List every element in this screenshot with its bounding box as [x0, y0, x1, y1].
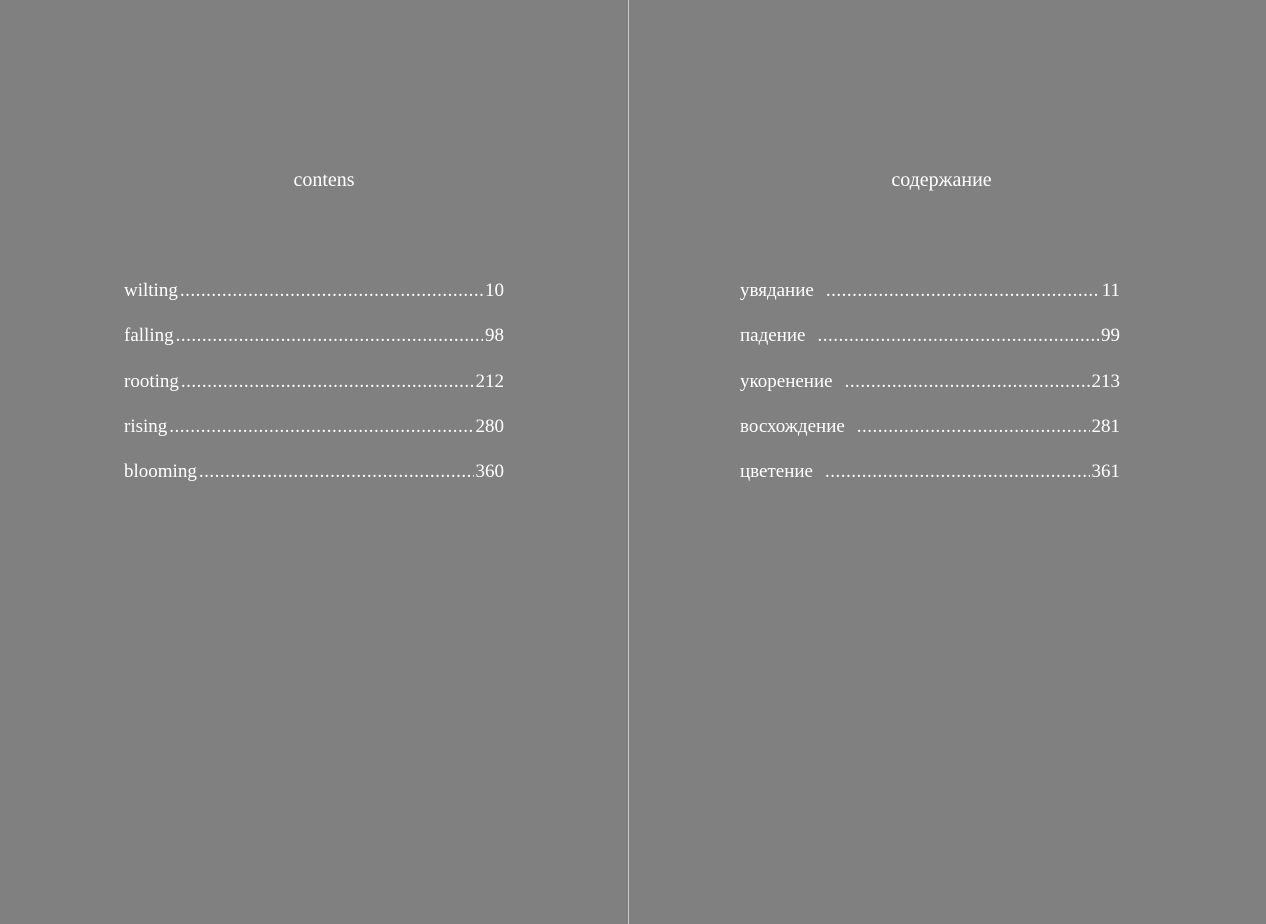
toc-entry-page-number: 360: [475, 461, 504, 483]
dot-leader: [169, 415, 473, 439]
toc-entry-ukorenenie[interactable]: [740, 370, 1120, 415]
toc-entry-label: rooting: [124, 370, 179, 392]
toc-entry-padenie[interactable]: [740, 324, 1120, 369]
toc-entry-tsvetenie[interactable]: [740, 460, 1120, 505]
toc-entry-blooming[interactable]: [124, 460, 504, 505]
toc-entry-label: восхождение: [740, 415, 845, 437]
toc-entry-page-number: 10: [485, 280, 504, 301]
toc-entry-page-number: 98: [485, 325, 504, 347]
toc-entry-label: цветение: [740, 461, 813, 483]
dot-leader: [817, 324, 1099, 348]
dot-leader: [845, 370, 1090, 394]
toc-entry-page-number: 11: [1101, 280, 1120, 301]
toc-entry-label: увядание: [740, 280, 814, 301]
toc-list-english: [124, 279, 504, 505]
toc-entry-page-number: 212: [475, 370, 504, 392]
right-page: [629, 0, 1266, 924]
dot-leader: [825, 460, 1090, 484]
toc-list-russian: [740, 279, 1120, 505]
toc-entry-voskhozhdenie[interactable]: [740, 415, 1120, 460]
toc-entry-page-number: 213: [1091, 370, 1120, 392]
toc-entry-wilting[interactable]: [124, 279, 504, 324]
toc-entry-label: wilting: [124, 280, 178, 301]
toc-entry-uvyadanie[interactable]: [740, 279, 1120, 324]
toc-entry-rising[interactable]: [124, 415, 504, 460]
toc-entry-page-number: 99: [1101, 325, 1120, 347]
dot-leader: [857, 415, 1090, 439]
dot-leader: [176, 324, 483, 348]
toc-entry-falling[interactable]: [124, 324, 504, 369]
left-page: [0, 0, 628, 924]
toc-entry-label: падение: [740, 325, 806, 347]
dot-leader: [180, 279, 483, 303]
contents-title-russian: содержание: [891, 169, 992, 191]
dot-leader: [826, 279, 1100, 303]
toc-entry-page-number: 361: [1091, 461, 1120, 483]
toc-entry-label: укоренение: [740, 370, 833, 392]
toc-entry-label: falling: [124, 325, 174, 347]
toc-entry-page-number: 280: [475, 415, 504, 437]
dot-leader: [199, 460, 474, 484]
toc-entry-label: rising: [124, 415, 168, 437]
toc-entry-page-number: 281: [1091, 415, 1120, 437]
toc-entry-rooting[interactable]: [124, 370, 504, 415]
dot-leader: [181, 370, 474, 394]
contents-title-english: contens: [293, 169, 355, 191]
toc-entry-label: blooming: [124, 461, 197, 483]
